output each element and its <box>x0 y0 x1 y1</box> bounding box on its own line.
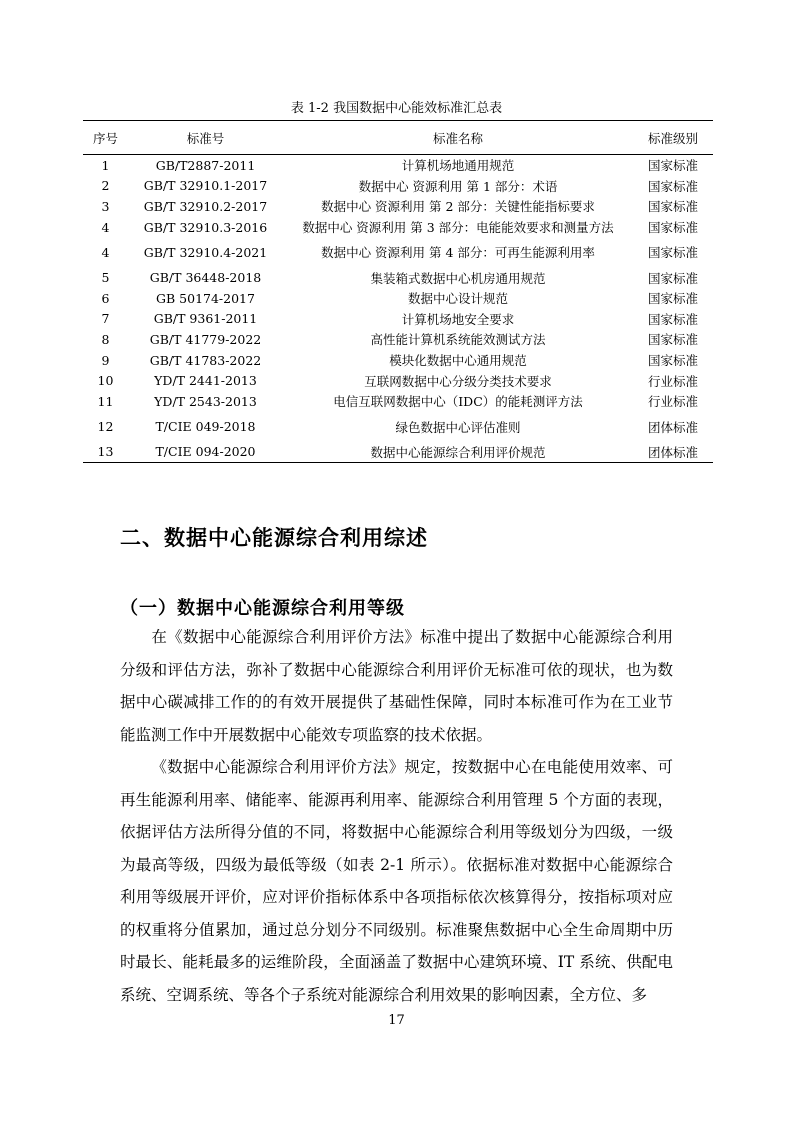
table-row <box>83 288 713 309</box>
row-index: 11 <box>97 393 114 409</box>
row-level: 国家标准 <box>647 291 698 307</box>
row-name: 数据中心能源综合利用评价规范 <box>283 442 633 463</box>
paragraph-text: 在《数据中心能源综合利用评价方法》标准中提出了数据中心能源综合利用分级和评估方法，弥补了数据中心能源综合利用评价无标准可依的现状，也为数据中心碳减排工作的的有效开展提供了基础性保障，同时本标准可作为在工业节能监测工作中开展数据中心能效专项监察的技术依据。 <box>120 628 673 744</box>
row-name: 电信互联网数据中心（IDC）的能耗测评方法 <box>333 394 583 410</box>
row-index: 5 <box>101 270 110 286</box>
table-row <box>83 155 713 176</box>
paragraph-text: 《数据中心能源综合利用评价方法》规定，按数据中心在电能使用效率、可再生能源利用率、储能率、能源再利用率、能源综合利用管理 5 个方面的表现，依据评估方法所得分值的不同，将数据中心能源综合利用等级划分为四级，一级为最高等级，四级为最低等级（如表 2-1 所示）。依据标准对数据中心能源综合利用等级展开评价，应对评价指标体系中各项指标依次核算得分，按指标项对应的权重将分值累加，通过总分划分不同级别。标准聚焦数据中心全生命周期中历时最长、能耗最多的运维阶段，全面涵盖了数据中心建筑环境、IT 系统、供配电系统、空调系统、等各个子系统对能源综合利用效果的影响因素，全方位、多 <box>120 758 673 1004</box>
row-name: 计算机场地通用规范 <box>401 158 515 174</box>
row-code: GB/T 32910.4-2021 <box>143 244 268 260</box>
row-index: 4 <box>101 244 110 260</box>
row-code: YD/T 2441-2013 <box>154 373 257 389</box>
table-row <box>83 370 713 391</box>
page-number: 17 <box>388 1013 405 1028</box>
row-name: 数据中心 资源利用 第 2 部分：关键性能指标要求 <box>321 199 595 215</box>
row-level: 国家标准 <box>647 178 698 194</box>
row-index: 8 <box>101 331 110 347</box>
row-code: GB/T 41779-2022 <box>149 331 262 347</box>
table-row <box>83 329 713 350</box>
row-index: 7 <box>101 311 110 327</box>
table-row <box>83 412 713 442</box>
row-code: GB 50174-2017 <box>156 290 255 306</box>
table-row <box>83 267 713 288</box>
row-name: 高性能计算机系统能效测试方法 <box>370 332 546 348</box>
header-index: 序号 <box>83 121 128 155</box>
header-standard-code: 标准号 <box>128 121 283 155</box>
row-index: 1 <box>101 157 110 173</box>
row-level: 团体标准 <box>633 442 713 463</box>
row-level: 国家标准 <box>647 311 698 327</box>
paragraph <box>120 621 673 751</box>
row-index: 3 <box>101 198 110 214</box>
row-level: 国家标准 <box>647 245 698 261</box>
row-index: 13 <box>83 442 128 463</box>
row-code: YD/T 2543-2013 <box>154 393 257 409</box>
row-level: 国家标准 <box>647 270 698 286</box>
row-code: GB/T 41783-2022 <box>149 352 262 368</box>
row-level: 国家标准 <box>647 353 698 369</box>
section-heading: 二、数据中心能源综合利用综述 <box>120 526 428 550</box>
row-name: 计算机场地安全要求 <box>401 311 515 327</box>
row-code: GB/T 32910.2-2017 <box>143 198 268 214</box>
row-code: T/CIE 049-2018 <box>155 419 256 435</box>
row-code: GB/T2887-2011 <box>155 157 256 173</box>
row-level: 国家标准 <box>647 158 698 174</box>
table-caption: 表 1-2 我国数据中心能效标准汇总表 <box>290 101 503 116</box>
row-index: 4 <box>101 219 110 235</box>
row-level: 行业标准 <box>647 373 698 389</box>
row-index: 9 <box>101 352 110 368</box>
subsection-heading: （一）数据中心能源综合利用等级 <box>120 598 405 619</box>
row-code: GB/T 32910.3-2016 <box>143 219 268 235</box>
standards-table <box>83 120 713 463</box>
table-row <box>83 237 713 267</box>
row-level: 国家标准 <box>647 220 698 236</box>
row-index: 2 <box>101 178 110 194</box>
table-row <box>83 176 713 197</box>
row-name: 绿色数据中心评估准则 <box>395 419 521 435</box>
header-standard-level: 标准级别 <box>633 121 713 155</box>
paragraph <box>120 751 673 1011</box>
row-code: T/CIE 094-2020 <box>128 442 283 463</box>
row-level: 国家标准 <box>647 199 698 215</box>
row-level: 国家标准 <box>647 332 698 348</box>
table-row <box>83 442 713 463</box>
row-name: 数据中心 资源利用 第 1 部分：术语 <box>358 178 558 194</box>
row-index: 6 <box>101 290 110 306</box>
row-index: 10 <box>97 373 114 389</box>
table-row <box>83 309 713 330</box>
row-name: 数据中心设计规范 <box>407 291 508 307</box>
row-level: 行业标准 <box>647 394 698 410</box>
table-row <box>83 196 713 217</box>
row-name: 集装箱式数据中心机房通用规范 <box>370 270 546 286</box>
row-code: GB/T 32910.1-2017 <box>143 178 268 194</box>
row-name: 数据中心 资源利用 第 3 部分：电能能效要求和测量方法 <box>302 220 614 236</box>
header-standard-name: 标准名称 <box>283 121 633 155</box>
row-name: 互联网数据中心分级分类技术要求 <box>364 373 552 389</box>
row-level: 团体标准 <box>647 419 698 435</box>
row-index: 12 <box>97 419 114 435</box>
row-code: GB/T 9361-2011 <box>153 311 258 327</box>
row-code: GB/T 36448-2018 <box>149 270 262 286</box>
row-name: 数据中心 资源利用 第 4 部分：可再生能源利用率 <box>321 245 595 261</box>
table-header-row <box>83 121 713 155</box>
table-row <box>83 350 713 371</box>
row-name: 模块化数据中心通用规范 <box>389 353 527 369</box>
table-row <box>83 391 713 412</box>
table-row <box>83 217 713 238</box>
